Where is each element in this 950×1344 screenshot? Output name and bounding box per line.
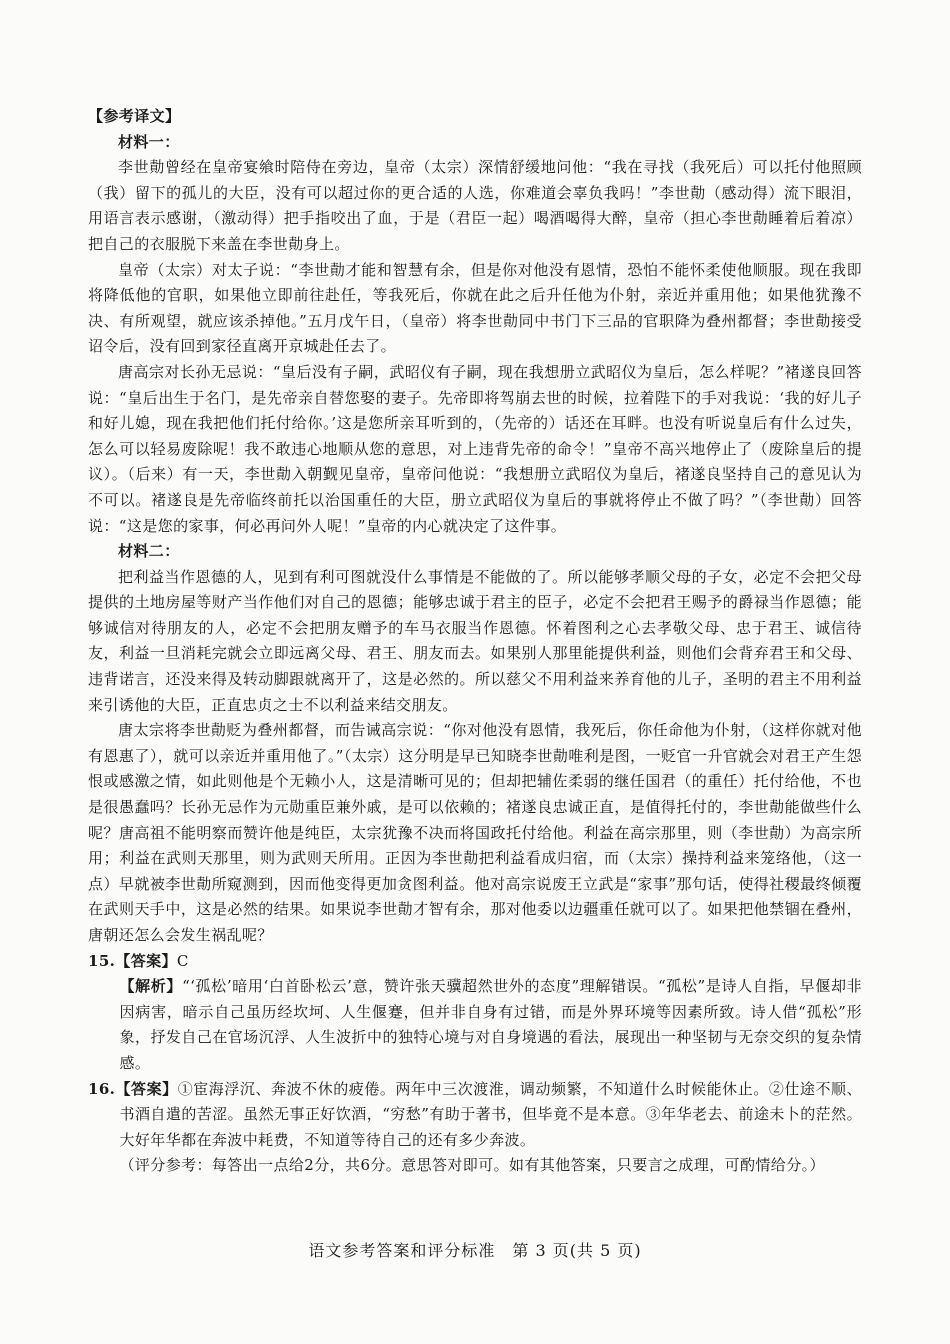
- material1-title: 材料一：: [118, 132, 180, 151]
- q15-answer-label: 【答案】: [115, 951, 177, 970]
- translation-heading: 【参考译文】: [88, 107, 181, 125]
- q16-number: 16.: [88, 1079, 116, 1098]
- material2-paragraph: 把利益当作恩德的人，见到有利可图就没什么事情是不能做的了。所以能够孝顺父母的子女，必定不会把父母提供的土地房屋等财产当作他们对自己的恩德；能够忠诚于君主的臣子，必定不会把君王赐予的爵禄当作恩德；能够诚信对待朋友的人，必定不会把朋友赠予的车马衣服当作恩德。怀着图利之心去孝敬父母、忠于君王、诚信待友，利益一旦消耗完就会立即远离父母、君王、朋友而去。如果别人那里能提供利益，则他们会背弃君王和父母、违背诺言，还没来得及转动脚跟就离开了，这是必然的。所以慈父不用利益来养育他的儿子，圣明的君主不用利益来引诱他的大臣，正直忠贞之士不以利益来结交朋友。: [88, 567, 862, 714]
- page-content: [88, 104, 862, 1179]
- q16-answer-label: 【答案】: [115, 1079, 178, 1098]
- q15-analysis-text: “‘孤松’暗用‘白首卧松云’意，赞许张天骥超然世外的态度”理解错误。“孤松”是诗人自指，早偃却非因病害，暗示自己虽历经坎坷、人生偃蹇，但并非自身有过错，而是外界环境等因素所致。诗人借“孤松”形象，抒发自己在官场沉浮、人生波折中的独特心境与对自身境遇的看法，展现出一种坚韧与无奈交织的复杂情感。: [119, 977, 862, 1072]
- q15-analysis-label: 【解析】: [119, 977, 183, 996]
- q16-answer-text: ①宦海浮沉、奔波不休的疲倦。两年中三次渡淮，调动频繁，不知道什么时候能休止。②仕途不顺、书酒自遣的苦涩。虽然无事正好饮酒，“穷愁”有助于著书，但毕竟不是本意。③年华老去、前途未卜的茫然。大好年华都在奔波中耗费，不知道等待自己的还有多少奔波。: [119, 1079, 862, 1149]
- q16-answer: [88, 1077, 862, 1154]
- material1-paragraph: 李世勣曾经在皇帝宴飨时陪侍在旁边，皇帝（太宗）深情舒缓地问他：“我在寻找（我死后）可以托付他照顾（我）留下的孤儿的大臣，没有可以超过你的更合适的人选，你难道会辜负我吗！”李世勣（感动得）流下眼泪，用语言表示感谢，（激动得）把手指咬出了血，于是（君臣一起）喝酒喝得大醉，皇帝（担心李世勣睡着后着凉）把自己的衣服脱下来盖在李世勣身上。: [88, 158, 862, 253]
- material1-paragraph: 皇帝（太宗）对太子说：“李世勣才能和智慧有余，但是你对他没有恩情，恐怕不能怀柔使他顺服。现在我即将降低他的官职，如果他立即前往赴任，等我死后，你就在此之后升任他为仆射，亲近并重用他；如果他犹豫不决、有所观望，就应该杀掉他。”五月戊午日，（皇帝）将李世勣同中书门下三品的官职降为叠州都督；李世勣接受诏令后，没有回到家径直离开京城赴任去了。: [88, 260, 862, 356]
- material2-paragraph: 唐太宗将李世勣贬为叠州都督，而告诫高宗说：“你对他没有恩情，我死后，你任命他为仆射，（这样你就对他有恩惠了），就可以亲近并重用他了。”（太宗）这分明是早已知晓李世勣唯利是图，一贬官一升官就会对君王产生怨恨或感激之情，如此则他是个无赖小人，这是清晰可见的；但却把辅佐柔弱的继任国君（的重任）托付给他，不也是很愚蠢吗？长孙无忌作为元勋重臣兼外戚，是可以依赖的；褚遂良忠诚正直，是值得托付的，李世勣能做些什么呢？唐高祖不能明察而赞许他是纯臣，太宗犹豫不决而将国政托付给他。利益在高宗那里，则（李世勣）为高宗所用；利益在武则天那里，则为武则天所用。正因为李世勣把利益看成归宿，而（太宗）操持利益来笼络他，（这一点）早就被李世勣所窥测到，因而他变得更加贪图利益。他对高宗说废王立武是“家事”那句话，使得社稷最终倾覆在武则天手中，这是必然的结果。如果说李世勣才智有余，那对他委以边疆重任就可以了。如果把他禁锢在叠州，唐朝还怎么会发生祸乱呢？: [88, 721, 862, 944]
- q15-number: 15.: [88, 951, 116, 970]
- q15-answer: C: [176, 951, 189, 970]
- q15-answer-line: [88, 949, 862, 975]
- q16-scoring-note: （评分参考：每答出一点给2分，共6分。意思答对即可。如有其他答案，只要言之成理，可酌情给分。）: [119, 1156, 825, 1175]
- q15-analysis: [120, 974, 863, 1076]
- material1-paragraph: 唐高宗对长孙无忌说：“皇后没有子嗣，武昭仪有子嗣，现在我想册立武昭仪为皇后，怎么样呢？”褚遂良回答说：“皇后出生于名门，是先帝亲自替您娶的妻子。先帝即将驾崩去世的时候，拉着陛下的手对我说：‘我的好儿子和好儿媳，现在我把他们托付给你。’这是您所亲耳听到的，（先帝的）话还在耳畔。也没有听说皇后有什么过失，怎么可以轻易废除呢！我不敢违心地顺从您的意思，对上违背先帝的命令！”皇帝不高兴地停止了（废除皇后的提议）。（后来）有一天，李世勣入朝觐见皇帝，皇帝问他说：“我想册立武昭仪为皇后，褚遂良坚持自己的意见认为不可以。褚遂良是先帝临终前托以治国重任的大臣，册立武昭仪为皇后的事就将停止不做了吗？”（李世勣）回答说：“这是您的家事，何必再问外人呢！”皇帝的内心就决定了这件事。: [88, 362, 862, 535]
- page-footer: 语文参考答案和评分标准 第 3 页(共 5 页): [308, 1241, 642, 1260]
- material2-title: 材料二：: [118, 542, 180, 561]
